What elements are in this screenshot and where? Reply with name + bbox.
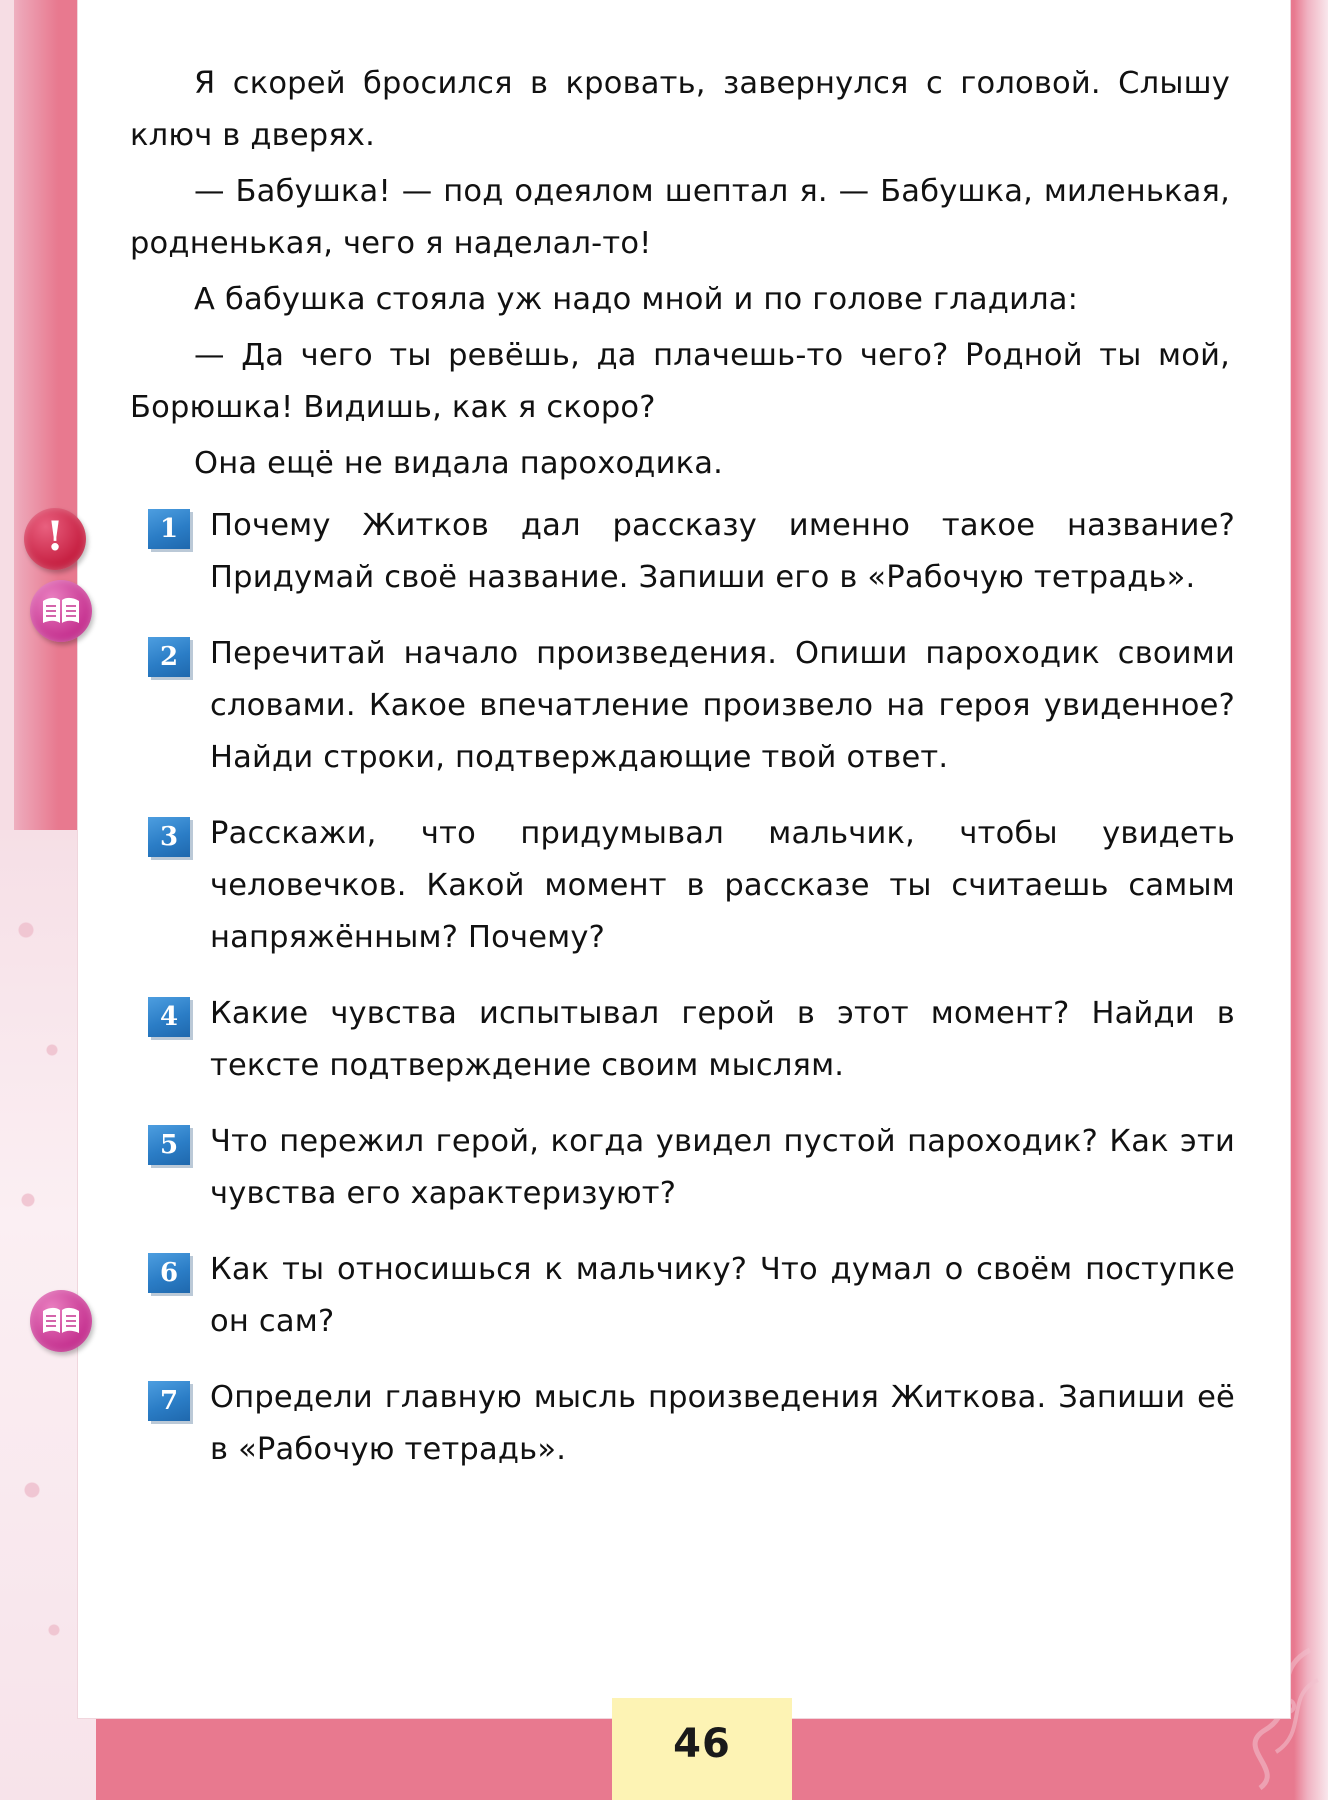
- question-number-badge: 7: [148, 1381, 190, 1421]
- story-paragraph: Она ещё не видала пароходика.: [194, 446, 724, 481]
- exclamation-icon: [24, 508, 86, 570]
- question-text: Что пережил герой, когда увидел пустой пароходик? Как эти чувства его характеризуют?: [210, 1124, 1235, 1211]
- list-item: [130, 808, 1235, 964]
- question-number-badge: 3: [148, 817, 190, 857]
- question-number-badge: 4: [148, 997, 190, 1037]
- list-item: [130, 628, 1235, 784]
- questions-list: [130, 500, 1235, 1500]
- open-book-icon: [30, 1290, 92, 1352]
- paper-sheet: [78, 0, 1290, 1718]
- list-item: [130, 988, 1235, 1092]
- list-item: [130, 1372, 1235, 1476]
- page-right-edge: [1294, 0, 1328, 1800]
- list-item: [130, 1116, 1235, 1220]
- question-number-badge: 5: [148, 1125, 190, 1165]
- story-paragraph: А бабушка стояла уж надо мной и по голове гладила:: [194, 282, 1079, 317]
- open-book-glyph: [41, 596, 81, 626]
- question-text: Определи главную мысль произведения Житкова. Запиши её в «Рабочую тетрадь».: [210, 1380, 1235, 1467]
- page-number: 46: [673, 1721, 731, 1767]
- story-paragraph: — Бабушка! — под одеялом шептал я. — Бабушка, миленькая, родненькая, чего я наделал-то!: [130, 174, 1230, 261]
- story-paragraph: Я скорей бросился в кровать, завернулся с головой. Слышу ключ в дверях.: [130, 66, 1230, 153]
- open-book-icon: [30, 580, 92, 642]
- question-text: Почему Житков дал рассказу именно такое название? Придумай своё название. Запиши его в «Рабочую тетрадь».: [210, 508, 1235, 595]
- story-paragraph: — Да чего ты ревёшь, да плачешь-то чего? Родной ты мой, Борюшка! Видишь, как я скоро?: [130, 338, 1230, 425]
- page-number-tab: [612, 1698, 792, 1800]
- open-book-glyph: [41, 1306, 81, 1336]
- question-text: Перечитай начало произведения. Опиши пароходик своими словами. Какое впечатление произвело на героя увиденное? Найди строки, подтверждающие твой ответ.: [210, 636, 1235, 775]
- question-text: Какие чувства испытывал герой в этот момент? Найди в тексте подтверждение своим мыслям.: [210, 996, 1235, 1083]
- list-item: [130, 1244, 1235, 1348]
- question-number-badge: 6: [148, 1253, 190, 1293]
- question-number-badge: 2: [148, 637, 190, 677]
- question-text: Как ты относишься к мальчику? Что думал о своём поступке он сам?: [210, 1252, 1235, 1339]
- story-text-block: [130, 58, 1230, 494]
- list-item: [130, 500, 1235, 604]
- question-number-badge: 1: [148, 509, 190, 549]
- exclamation-glyph: !: [46, 513, 64, 560]
- question-text: Расскажи, что придумывал мальчик, чтобы увидеть человечков. Какой момент в рассказе ты считаешь самым напряжённым? Почему?: [210, 816, 1235, 955]
